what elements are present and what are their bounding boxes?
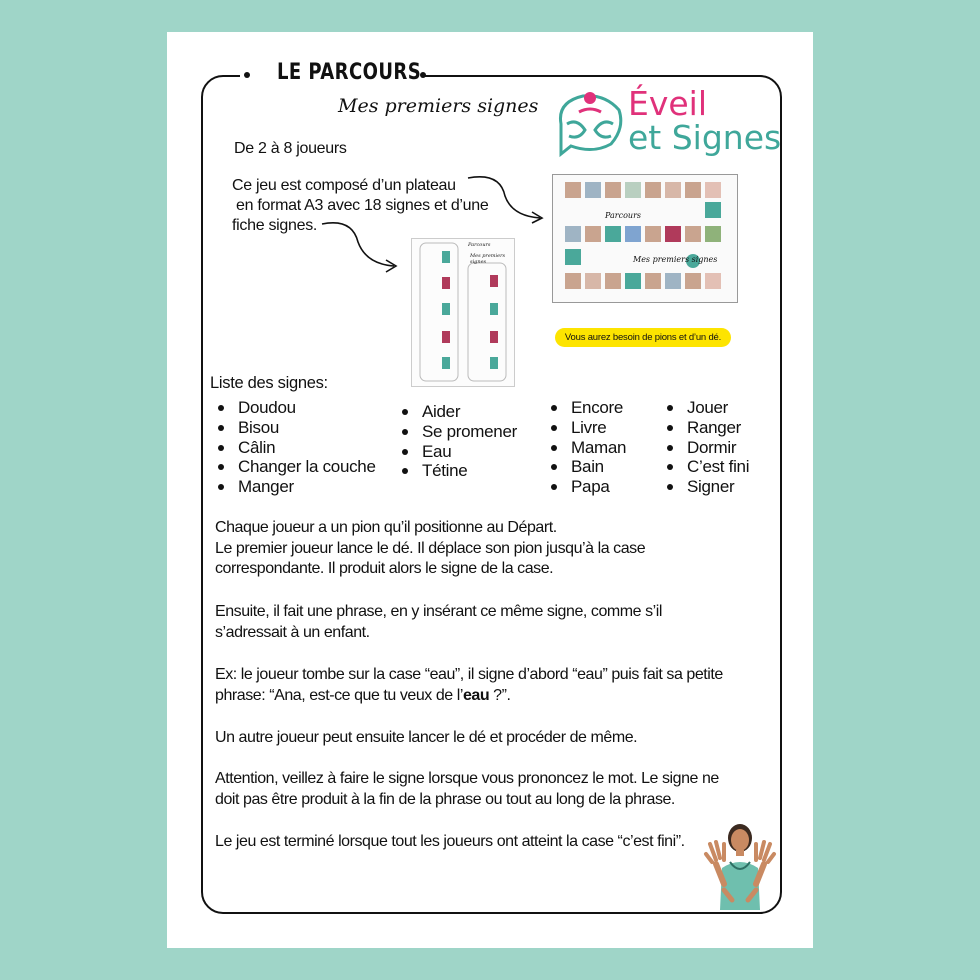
rules-line: Attention, veillez à faire le signe lorsque vous prononcez le mot. Le signe ne [215, 770, 719, 787]
rules-line: Ex: le joueur tombe sur la case “eau”, il signe d’abord “eau” puis fait sa petite [215, 666, 723, 683]
list-item: Tétine [400, 461, 517, 481]
list-item: Doudou [216, 398, 376, 418]
rules-line: Le premier joueur lance le dé. Il déplace son pion jusqu’à la case [215, 539, 646, 557]
rules-text: phrase: “Ana, est-ce que tu veux de l’ [215, 686, 463, 704]
players-count: De 2 à 8 joueurs [234, 140, 347, 157]
rules-paragraph-3 [215, 665, 775, 706]
composition-line-2: en format A3 avec 18 signes et d’une [236, 197, 489, 214]
list-item: Bisou [216, 418, 376, 438]
signs-column-1 [216, 398, 376, 497]
list-item: Bain [549, 457, 626, 477]
signs-column-3 [549, 398, 626, 497]
list-item: Livre [549, 418, 626, 438]
list-item: Se promener [400, 422, 517, 442]
rules-line: Ensuite, il fait une phrase, en y insérant ce même signe, comme s’il [215, 603, 662, 620]
logo-text-eveil: Éveil [628, 84, 708, 123]
list-item: Eau [400, 442, 517, 462]
list-item: Ranger [665, 418, 749, 438]
list-item: Changer la couche [216, 457, 376, 477]
rules-line: doit pas être produit à la fin de la phrase ou tout au long de la phrase. [215, 790, 675, 808]
composition-line-3: fiche signes. [232, 217, 318, 234]
list-item: Encore [549, 398, 626, 418]
list-item: Aider [400, 402, 517, 422]
signs-heading: Liste des signes: [210, 374, 328, 392]
board-thumbnails-icon [553, 175, 737, 302]
page-title: LE PARCOURS [277, 60, 422, 85]
rules-bold-word: eau [462, 686, 490, 704]
board-title: Parcours [605, 211, 641, 220]
rules-paragraph-5 [215, 769, 775, 810]
sign-sheet-preview [411, 238, 515, 387]
list-item: Jouer [665, 398, 749, 418]
rules-line [215, 686, 775, 707]
page-subtitle: Mes premiers signes [338, 95, 539, 117]
rules-paragraph-2 [215, 602, 775, 643]
board-subtitle: Mes premiers signes [633, 255, 718, 264]
logo-text-signes: et Signes [628, 118, 782, 157]
list-item: Câlin [216, 438, 376, 458]
rules-paragraph-4: Un autre joueur peut ensuite lancer le dé et procéder de même. [215, 729, 638, 746]
list-item: Maman [549, 438, 626, 458]
rules-text: ?”. [489, 686, 511, 704]
signing-woman-icon [702, 820, 778, 910]
arrow-to-card-icon [318, 218, 408, 278]
signs-column-4 [665, 398, 749, 497]
board-preview [552, 174, 738, 303]
rules-line: Chaque joueur a un pion qu’il positionne au Départ. [215, 519, 557, 536]
list-item: C’est fini [665, 457, 749, 477]
composition-line-1: Ce jeu est composé d’un plateau [232, 177, 456, 194]
list-item: Papa [549, 477, 626, 497]
rules-paragraph-1 [215, 518, 775, 580]
arrow-to-board-icon [460, 170, 550, 230]
sheet-subtitle: Mes premiers signes [470, 253, 506, 265]
rules-line: correspondante. Il produit alors le signe de la case. [215, 560, 554, 577]
rules-paragraph-6: Le jeu est terminé lorsque tout les joueurs ont atteint la case “c’est fini”. [215, 833, 685, 850]
sheet-title: Parcours [468, 242, 491, 248]
list-item: Manger [216, 477, 376, 497]
materials-badge: Vous aurez besoin de pions et d’un dé. [555, 328, 731, 347]
rules-line: s’adressait à un enfant. [215, 623, 370, 641]
list-item: Dormir [665, 438, 749, 458]
signs-column-2 [400, 402, 517, 481]
title-dot-left [244, 72, 250, 78]
list-item: Signer [665, 477, 749, 497]
